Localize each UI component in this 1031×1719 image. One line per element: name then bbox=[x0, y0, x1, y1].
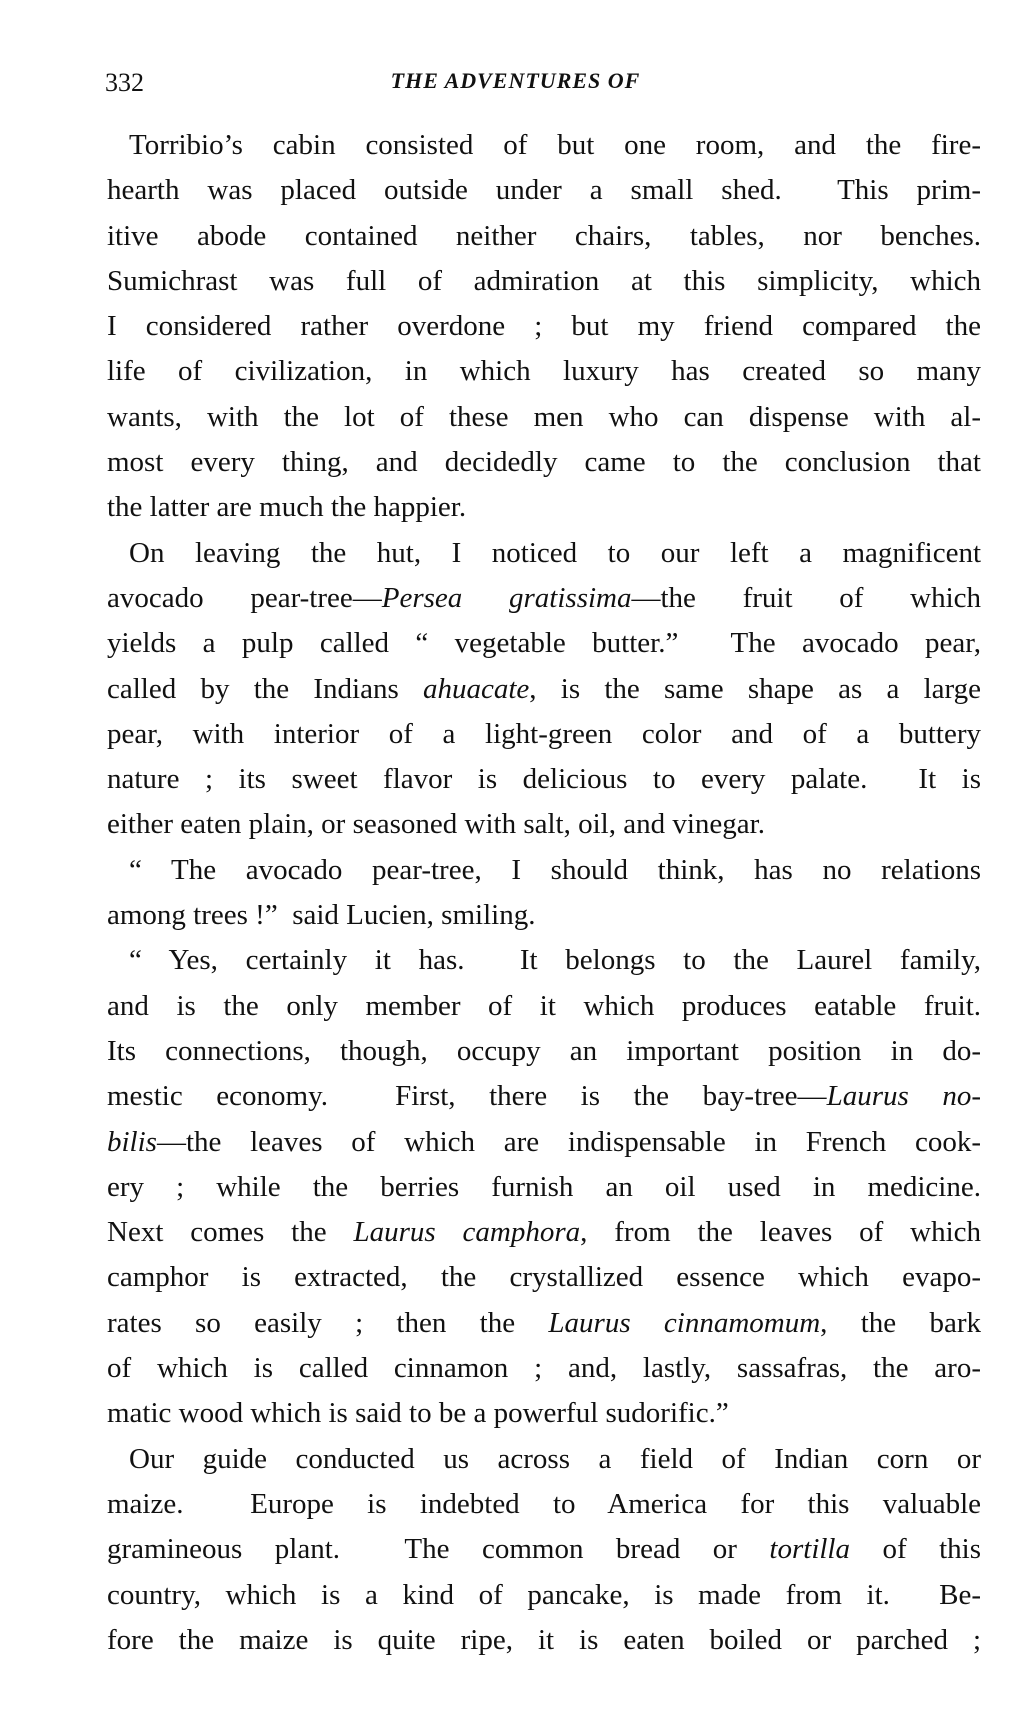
text-line bbox=[107, 576, 981, 621]
text-segment: of which is called cinnamon ; and, lastly, sassafras, the aro- bbox=[107, 1352, 981, 1385]
italic-text: tortilla bbox=[769, 1533, 850, 1566]
text-segment: among trees !” said Lucien, smiling. bbox=[107, 899, 536, 932]
italic-text: Laurus camphora bbox=[353, 1216, 581, 1249]
italic-text: ahuacate bbox=[422, 672, 530, 705]
text-segment: the latter are much the happier. bbox=[107, 491, 467, 524]
text-segment: mestic economy. First, there is the bay-tree— bbox=[107, 1080, 827, 1113]
text-segment: Its connections, though, occupy an important position in do- bbox=[107, 1034, 981, 1067]
italic-text: bilis bbox=[107, 1125, 157, 1158]
text-segment: called by the Indians bbox=[107, 672, 423, 705]
text-line bbox=[107, 1255, 981, 1300]
text-line bbox=[107, 1482, 981, 1527]
text-segment: matic wood which is said to be a powerful sudorific.” bbox=[107, 1397, 729, 1430]
body-text bbox=[107, 123, 981, 1663]
text-line bbox=[107, 1618, 981, 1663]
text-line bbox=[107, 440, 981, 485]
italic-text: Persea gratissima bbox=[381, 581, 632, 614]
text-segment: yields a pulp called “ vegetable butter.” The avocado pear, bbox=[107, 627, 981, 660]
text-line bbox=[107, 893, 981, 938]
text-line bbox=[107, 1120, 981, 1165]
text-segment: —the fruit of which bbox=[631, 581, 981, 614]
text-line bbox=[107, 621, 981, 666]
text-line bbox=[107, 168, 981, 213]
text-line bbox=[107, 1527, 981, 1572]
text-line bbox=[107, 938, 981, 983]
text-segment: life of civilization, in which luxury has created so many bbox=[107, 355, 981, 388]
italic-text: Laurus cinnamomum bbox=[548, 1306, 821, 1339]
text-line bbox=[107, 1346, 981, 1391]
text-line bbox=[107, 667, 981, 712]
text-segment: rates so easily ; then the bbox=[107, 1306, 549, 1339]
italic-text: Laurus no- bbox=[826, 1080, 981, 1113]
text-segment: maize. Europe is indebted to America for this valuable bbox=[107, 1487, 981, 1520]
text-line bbox=[107, 304, 981, 349]
text-segment: gramineous plant. The common bread or bbox=[107, 1533, 770, 1566]
text-segment: most every thing, and decidedly came to the conclusion that bbox=[107, 446, 981, 479]
text-segment: itive abode contained neither chairs, tables, nor benches. bbox=[107, 219, 981, 252]
text-segment: pear, with interior of a light-green color and of a buttery bbox=[107, 717, 981, 750]
text-line bbox=[107, 531, 981, 576]
text-segment: Sumichrast was full of admiration at this simplicity, which bbox=[107, 264, 981, 297]
text-line bbox=[107, 259, 981, 304]
text-line bbox=[107, 1210, 981, 1255]
text-line bbox=[107, 1391, 981, 1436]
text-line bbox=[107, 349, 981, 394]
text-segment: Our guide conducted us across a field of Indian corn or bbox=[129, 1442, 981, 1475]
text-segment: and is the only member of it which produces eatable fruit. bbox=[107, 989, 981, 1022]
text-segment: country, which is a kind of pancake, is made from it. Be- bbox=[107, 1578, 981, 1611]
text-segment: On leaving the hut, I noticed to our left a magnificent bbox=[129, 536, 981, 569]
text-segment: —the leaves of which are indispensable in French cook- bbox=[156, 1125, 981, 1158]
text-segment: Next comes the bbox=[107, 1216, 354, 1249]
text-segment: , from the leaves of which bbox=[580, 1216, 981, 1249]
text-line bbox=[107, 1165, 981, 1210]
running-title: THE ADVENTURES OF bbox=[390, 68, 641, 93]
text-segment: of this bbox=[850, 1533, 981, 1566]
text-line bbox=[107, 395, 981, 440]
text-line bbox=[107, 485, 981, 530]
text-line bbox=[107, 712, 981, 757]
text-line bbox=[107, 757, 981, 802]
text-segment: nature ; its sweet flavor is delicious to every palate. It is bbox=[107, 763, 981, 796]
text-segment: “ The avocado pear-tree, I should think, has no relations bbox=[129, 853, 981, 886]
text-segment: avocado pear-tree— bbox=[107, 581, 382, 614]
text-segment: “ Yes, certainly it has. It belongs to the Laurel family, bbox=[129, 944, 981, 977]
text-segment: I considered rather overdone ; but my friend compared the bbox=[107, 310, 981, 343]
text-line bbox=[107, 802, 981, 847]
text-segment: camphor is extracted, the crystallized essence which evapo- bbox=[107, 1261, 981, 1294]
page-number: 332 bbox=[105, 68, 144, 97]
text-segment: wants, with the lot of these men who can dispense with al- bbox=[107, 400, 981, 433]
text-line bbox=[107, 123, 981, 168]
text-segment: Torribio’s cabin consisted of but one room, and the fire- bbox=[129, 129, 981, 161]
text-segment: either eaten plain, or seasoned with salt, oil, and vinegar. bbox=[107, 808, 765, 841]
text-line bbox=[107, 1029, 981, 1074]
text-line bbox=[107, 214, 981, 259]
text-segment: fore the maize is quite ripe, it is eaten boiled or parched ; bbox=[107, 1623, 981, 1656]
text-line bbox=[107, 1573, 981, 1618]
text-line bbox=[107, 1301, 981, 1346]
text-line bbox=[107, 1437, 981, 1482]
text-line bbox=[107, 984, 981, 1029]
text-segment: hearth was placed outside under a small shed. This prim- bbox=[107, 174, 981, 207]
text-segment: ery ; while the berries furnish an oil used in medicine. bbox=[107, 1170, 981, 1203]
text-segment: , is the same shape as a large bbox=[529, 672, 982, 705]
text-line bbox=[107, 848, 981, 893]
text-segment: , the bark bbox=[820, 1306, 981, 1339]
text-line bbox=[107, 1074, 981, 1119]
